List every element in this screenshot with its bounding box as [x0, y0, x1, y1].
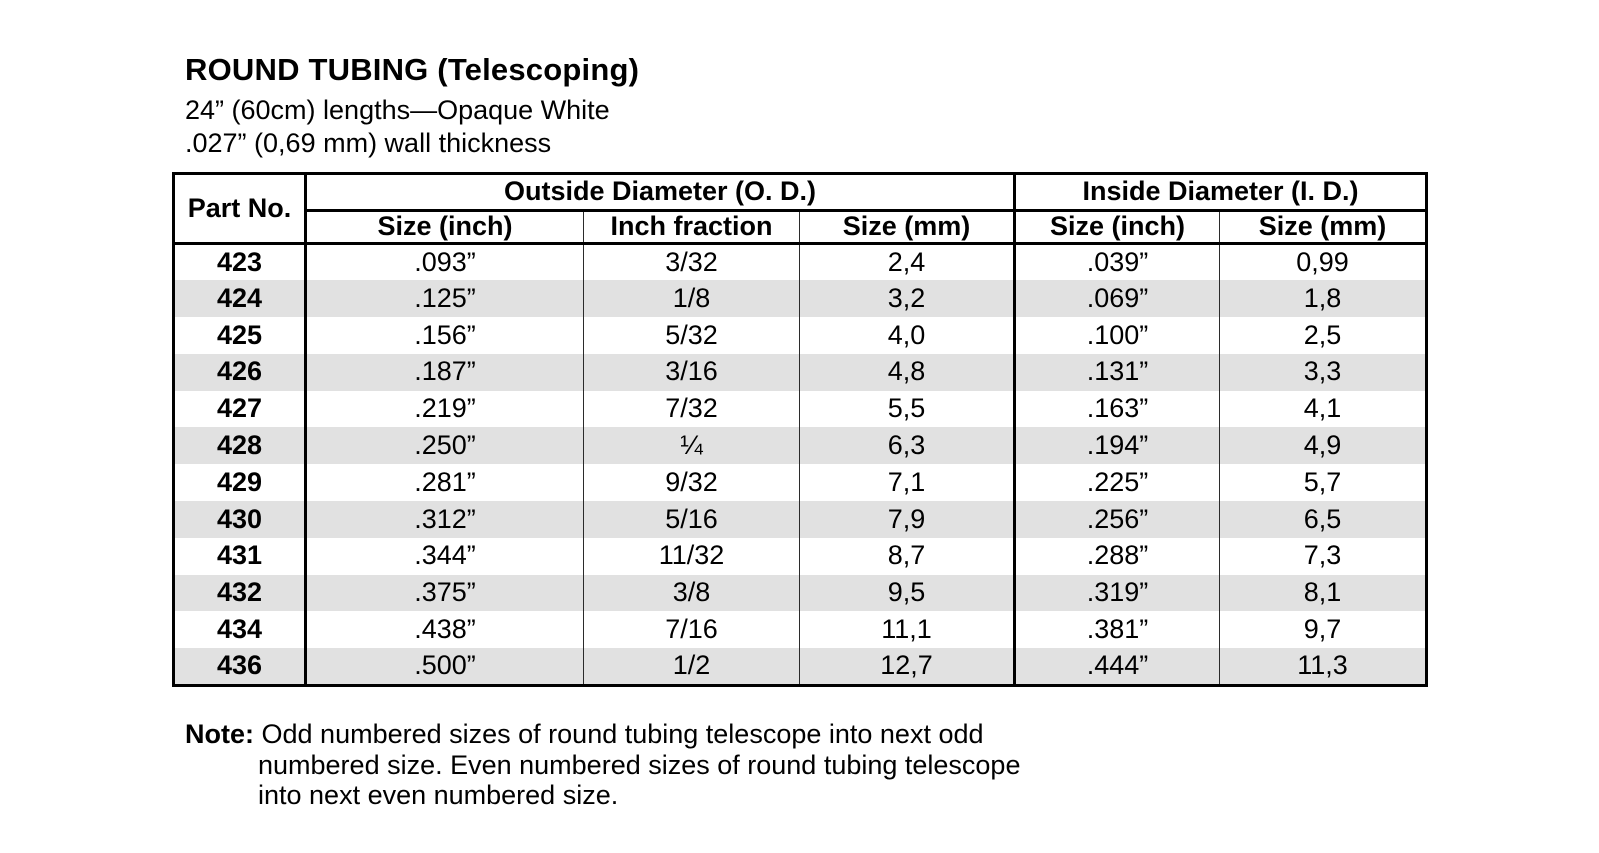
part-no-cell: 424: [174, 280, 306, 317]
part-no-cell: 434: [174, 611, 306, 648]
part-no-cell: 426: [174, 354, 306, 391]
part-no-cell: 430: [174, 501, 306, 538]
id-size-mm-cell: 4,1: [1220, 391, 1427, 428]
od-size-mm-cell: 5,5: [800, 391, 1015, 428]
footnote-line-1: [185, 719, 1025, 750]
od-size-inch-cell: .187”: [414, 356, 476, 387]
footnote-label: Note:: [185, 719, 254, 749]
table-row: [174, 317, 1427, 354]
id-size-inch-cell: .256”: [1015, 501, 1220, 538]
footnote-text-3: into next even numbered size.: [258, 780, 619, 810]
id-size-inch-cell: .100”: [1015, 317, 1220, 354]
id-size-inch-cell: .194”: [1015, 427, 1220, 464]
subtitle-wall-thickness: .027” (0,69 mm) wall thickness: [185, 128, 552, 159]
od-inch-fraction-cell: ¼: [584, 427, 800, 464]
id-size-mm-cell: 4,9: [1220, 427, 1427, 464]
footnote-text-2: numbered size. Even numbered sizes of round tubing telescope: [258, 749, 1021, 780]
od-size-inch-cell: .219”: [414, 393, 476, 424]
part-no-cell: 423: [174, 244, 306, 281]
od-size-mm-cell: 4,0: [800, 317, 1015, 354]
od-size-inch-cell: .438”: [414, 614, 476, 645]
column-header-od-inch-fraction: Inch fraction: [584, 211, 800, 244]
table-row: [174, 280, 1427, 317]
od-inch-fraction-cell: 11/32: [584, 538, 800, 575]
od-inch-fraction-cell: 5/16: [584, 501, 800, 538]
od-size-inch-cell: .125”: [414, 282, 476, 313]
column-header-id-size-inch: Size (inch): [1015, 211, 1220, 244]
id-size-mm-cell: 6,5: [1220, 501, 1427, 538]
od-inch-fraction-cell: 5/32: [584, 317, 800, 354]
od-size-mm-cell: 9,5: [800, 575, 1015, 612]
footnote: [185, 719, 1025, 811]
od-size-inch-cell: .281”: [414, 466, 476, 497]
id-size-mm-cell: 11,3: [1220, 648, 1427, 685]
part-no-cell: 429: [174, 464, 306, 501]
id-size-inch-cell: .069”: [1015, 280, 1220, 317]
footnote-text-1: Odd numbered sizes of round tubing telescope into next odd: [261, 719, 984, 749]
column-header-part-no: Part No.: [174, 174, 306, 244]
od-size-inch-cell: .156”: [414, 319, 476, 350]
subtitle-lengths: 24” (60cm) lengths—Opaque White: [185, 95, 610, 126]
od-inch-fraction-cell: 1/8: [584, 280, 800, 317]
column-header-od-size-mm: Size (mm): [800, 211, 1015, 244]
column-header-od-size-inch: Size (inch): [306, 211, 584, 244]
od-size-inch-cell: .344”: [414, 540, 476, 571]
id-size-inch-cell: .444”: [1015, 648, 1220, 685]
od-inch-fraction-cell: 3/16: [584, 354, 800, 391]
od-size-inch-cell: .312”: [414, 503, 476, 534]
od-inch-fraction-cell: 1/2: [584, 648, 800, 685]
od-inch-fraction-cell: 9/32: [584, 464, 800, 501]
footnote-line-2: [185, 750, 1025, 781]
id-size-mm-cell: 7,3: [1220, 538, 1427, 575]
od-size-inch-cell: .375”: [414, 577, 476, 608]
od-size-mm-cell: 12,7: [800, 648, 1015, 685]
table-row: [174, 354, 1427, 391]
id-size-inch-cell: .225”: [1015, 464, 1220, 501]
od-size-mm-cell: 4,8: [800, 354, 1015, 391]
table-row: [174, 611, 1427, 648]
tubing-size-table: [172, 172, 1428, 687]
part-no-cell: 432: [174, 575, 306, 612]
od-inch-fraction-cell: 7/16: [584, 611, 800, 648]
footnote-line-3: [185, 780, 1025, 811]
page-title: ROUND TUBING (Telescoping): [185, 52, 640, 87]
column-header-id-size-mm: Size (mm): [1220, 211, 1427, 244]
od-size-mm-cell: 3,2: [800, 280, 1015, 317]
od-inch-fraction-cell: 3/8: [584, 575, 800, 612]
part-no-cell: 428: [174, 427, 306, 464]
table-subheader-row: [174, 211, 1427, 244]
id-size-mm-cell: 2,5: [1220, 317, 1427, 354]
heading-block: [185, 53, 639, 160]
od-inch-fraction-cell: 3/32: [584, 244, 800, 281]
table-row: [174, 538, 1427, 575]
column-group-inside-diameter: Inside Diameter (I. D.): [1015, 174, 1427, 211]
id-size-mm-cell: 8,1: [1220, 575, 1427, 612]
od-size-mm-cell: 8,7: [800, 538, 1015, 575]
table-row: [174, 244, 1427, 281]
id-size-mm-cell: 1,8: [1220, 280, 1427, 317]
od-size-inch-cell: .500”: [414, 650, 476, 681]
od-size-inch-cell: .093”: [414, 246, 476, 277]
table-group-header-row: [174, 174, 1427, 211]
part-no-cell: 436: [174, 648, 306, 685]
od-inch-fraction-cell: 7/32: [584, 391, 800, 428]
id-size-inch-cell: .381”: [1015, 611, 1220, 648]
part-no-cell: 427: [174, 391, 306, 428]
od-size-mm-cell: 7,1: [800, 464, 1015, 501]
id-size-mm-cell: 5,7: [1220, 464, 1427, 501]
id-size-mm-cell: 0,99: [1220, 244, 1427, 281]
od-size-mm-cell: 6,3: [800, 427, 1015, 464]
id-size-mm-cell: 9,7: [1220, 611, 1427, 648]
od-size-mm-cell: 11,1: [800, 611, 1015, 648]
table-row: [174, 501, 1427, 538]
table-row: [174, 464, 1427, 501]
table-row: [174, 391, 1427, 428]
part-no-cell: 425: [174, 317, 306, 354]
id-size-inch-cell: .288”: [1015, 538, 1220, 575]
table-row: [174, 427, 1427, 464]
od-size-inch-cell: .250”: [414, 430, 476, 461]
table-row: [174, 575, 1427, 612]
id-size-inch-cell: .039”: [1015, 244, 1220, 281]
id-size-mm-cell: 3,3: [1220, 354, 1427, 391]
column-group-outside-diameter: Outside Diameter (O. D.): [306, 174, 1015, 211]
id-size-inch-cell: .163”: [1015, 391, 1220, 428]
part-no-cell: 431: [174, 538, 306, 575]
od-size-mm-cell: 7,9: [800, 501, 1015, 538]
id-size-inch-cell: .319”: [1015, 575, 1220, 612]
id-size-inch-cell: .131”: [1015, 354, 1220, 391]
od-size-mm-cell: 2,4: [800, 244, 1015, 281]
table-row: [174, 648, 1427, 685]
